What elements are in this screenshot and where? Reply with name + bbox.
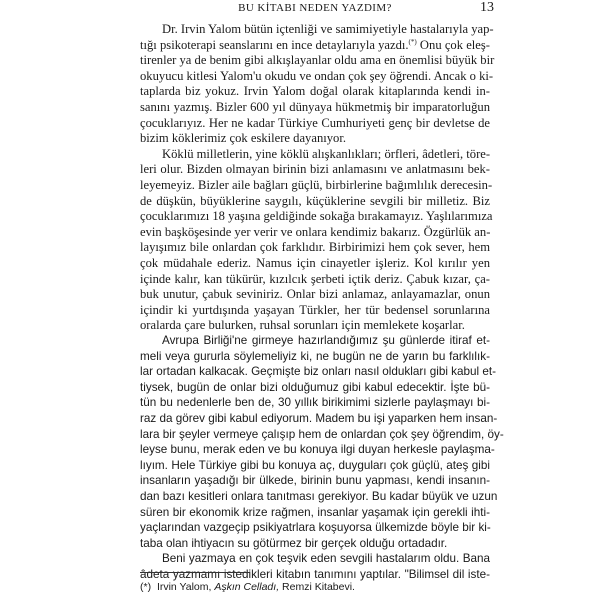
text-line: çok müdahale ederiz. Namus için cinayetler işleriz. Kol kırılır yen — [140, 255, 490, 270]
footnote-publisher: Remzi Kitabevi. — [282, 581, 355, 593]
text-line: lar ortadan kalkacak. Geçmişte biz onları nasıl oldukları gibi kabul et- — [140, 365, 496, 379]
text-line: Dr. Irvin Yalom bütün içtenliği ve samimiyetiyle hastalarıyla yap- — [162, 22, 494, 36]
text-line: dan bazı kesitleri onlara tanıtması gerekiyor. Bu kadar büyük ve uzun — [140, 489, 498, 503]
text-line: lara bir şeyler vermeye çalışıp hem de onlardan çok şey öğrendim, öy- — [140, 427, 504, 441]
text-line: okuyucu kitlesi Yalom'u okudu ve ondan çok şey öğrendi. Ancak o ki- — [140, 68, 494, 83]
paragraph-1 — [140, 22, 495, 147]
text-line: tiysek, bugün de onlar bizi olduğumuz gibi kabul edecektir. İşte bü- — [140, 380, 490, 394]
text-line: leyemeyiz. Bizler aile bağları güçlü, birbirlerine bağımlılık derecesin- — [140, 177, 493, 192]
text-segment: tığı psikoterapi seanslarını en ince detaylarıyla yazdı. — [140, 37, 409, 52]
text-line: de düşkün, büyüklerine saygılı, küçüklerine sevgili bir milletiz. Biz — [140, 193, 490, 208]
text-line: tirenler ya de benim gibi alkışlayanlar oldu ama en önemlisi büyük bir — [140, 53, 495, 68]
text-line: içinde kalır, kan tükürür, kızılcık şerbeti içtik deriz. Çabuk kızar, ça- — [140, 271, 490, 286]
text-line: layışımız bile onlardan çok farklıdır. Birbirimizi hem çok sever, hem — [140, 240, 490, 255]
text-segment: Onu çok eleş- — [419, 37, 490, 52]
page-header — [140, 0, 494, 22]
text-line: meli veya gururla söylemeliyiz ki, ne bugün ne de yarın bu farklılık- — [140, 349, 490, 363]
main-text — [140, 22, 495, 334]
page-number: 13 — [480, 0, 494, 15]
footnote — [140, 580, 490, 594]
text-line: içindir ki yurtdışında yaşayan Türkler, her tür bedensel sorunlarına — [140, 302, 490, 317]
paragraph-4 — [140, 551, 490, 582]
text-line: insanların yaşadığı bir ülkede, birinin bunu yapması, kendi insanın- — [140, 474, 490, 488]
text-line: lıyım. Hele Türkiye gibi bu konuya aç, duyguları çok güçlü, ateş gibi — [140, 458, 490, 472]
text-line: yaçlarından vazgeçip psikiyatrlara koşuyorsa ülkemizde böyle bir ki- — [140, 521, 491, 535]
footnote-marker: (*) — [408, 37, 417, 46]
text-line — [140, 38, 490, 54]
running-title: BU KİTABI NEDEN YAZDIM? — [238, 2, 392, 14]
text-line: leri olur. Bizden olmayan birinin bizi anlamasını ve anlatmasını bek- — [140, 162, 490, 177]
paragraph-2 — [140, 146, 493, 334]
text-line: süren bir ekonomik krize rağmen, insanlar yaşamak için gerekli ihti- — [140, 505, 490, 519]
text-line: çocuklarımızı 18 yaşına geldiğinde sokağa bırakamayız. Yaşlılarımıza — [140, 209, 493, 224]
footnote-author: Irvin Yalom, — [156, 581, 212, 593]
text-line: buk unutur, çabuk seviniriz. Onlar bizi anlamaz, anlayamazlar, onun — [140, 287, 490, 302]
text-line: raz da görev gibi kabul ediyorum. Madem bu işi yaparken hem insan- — [140, 411, 498, 425]
text-line: Beni yazmaya en çok teşvik eden sevgili hastalarım oldu. Bana — [162, 552, 490, 566]
text-line: leyse bunu, merak eden ve bu konuya ilgi duyan herkesle paylaşma- — [140, 443, 495, 457]
footnote-divider — [140, 572, 250, 573]
text-line: çocuklarıyız. Her ne kadar Türkiye Cumhuriyeti genç bir devletse de — [140, 115, 490, 130]
text-line: âdeta yazmamı istedikleri kitabın tanımını yaptılar. "Bilimsel dil iste- — [140, 567, 490, 581]
main-text-continued — [140, 333, 504, 583]
text-line: sanını yazmış. Bizler 600 yıl dünyaya hükmetmiş bir imparatorluğun — [140, 99, 490, 114]
text-line: bizim köklerimiz çok eskilere dayanıyor. — [140, 131, 346, 146]
footnote-marker: (*) — [140, 581, 152, 593]
text-line: oralarda çare bulurken, ruhsal sorunları için memlekete koşarlar. — [140, 318, 465, 333]
text-line: Köklü milletlerin, yine köklü alışkanlıkları; örfleri, âdetleri, töre- — [162, 146, 491, 161]
paragraph-3 — [140, 333, 504, 551]
text-line: tün bu nedenlerle ben de, 30 yıllık birikimimi sizlerle paylaşmayı bi- — [140, 396, 490, 410]
text-line: taplarda biz yokuz. Irvin Yalom doğal olarak kitaplarında kendi in- — [140, 84, 490, 99]
text-line: evin başköşesinde yer verir ve onlara kendimiz bakarız. Özgürlük an- — [140, 224, 491, 239]
text-line: Avrupa Birliği'ne girmeye hazırlandığımız şu günlerde itiraf et- — [162, 334, 490, 347]
text-line: taba olan ihtiyacın su götürmez bir gerçek olduğu ortadadır. — [140, 536, 448, 550]
footnote-title: Aşkın Celladı, — [214, 581, 280, 593]
